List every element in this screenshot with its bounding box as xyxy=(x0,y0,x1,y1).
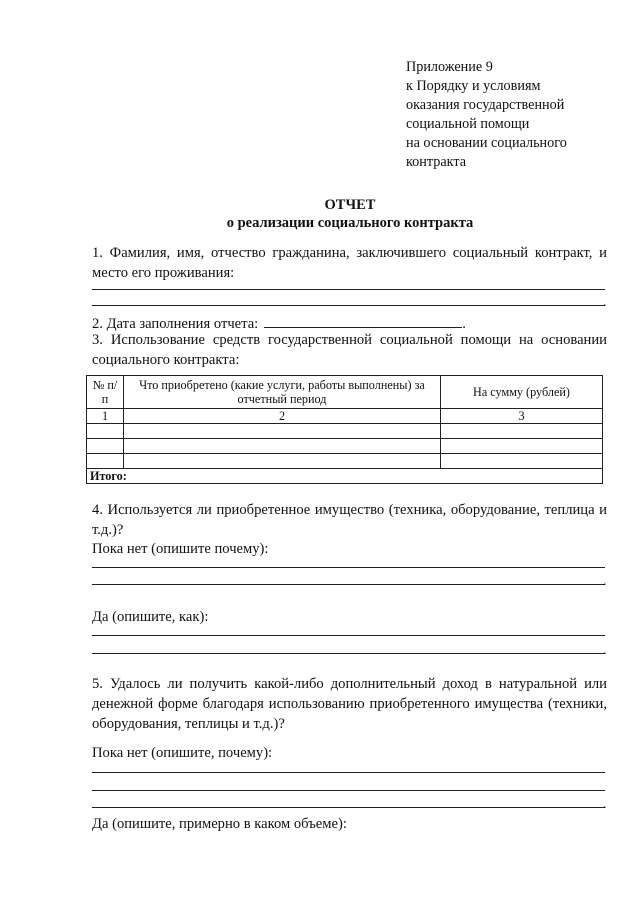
header-number: № п/п xyxy=(87,376,124,409)
table-cell[interactable] xyxy=(124,424,441,439)
table-cell[interactable] xyxy=(124,439,441,454)
section-5-no-label: Пока нет (опишите, почему): xyxy=(92,745,273,761)
appendix-line: к Порядку и условиям xyxy=(406,78,541,94)
table-row[interactable] xyxy=(87,439,603,454)
table-cell[interactable] xyxy=(441,454,603,469)
table-total-row xyxy=(87,469,603,484)
section-3-question: 3. Использование средств государственной социальной помощи на основании социального контракта: xyxy=(92,332,607,368)
header-purchased: Что приобретено (какие услуги, работы выполнены) за отчетный период xyxy=(124,376,441,409)
header-sum: На сумму (рублей) xyxy=(441,376,603,409)
period-mark: . xyxy=(603,797,607,812)
period-mark: . xyxy=(603,295,607,310)
section-4-no-label: Пока нет (опишите почему): xyxy=(92,541,269,557)
appendix-line: Приложение 9 xyxy=(406,59,493,75)
total-label: Итого: xyxy=(87,469,603,484)
fill-line[interactable] xyxy=(92,289,605,290)
table-row[interactable] xyxy=(87,424,603,439)
table-cell[interactable] xyxy=(87,439,124,454)
table-index-row xyxy=(87,409,603,424)
table-row[interactable] xyxy=(87,454,603,469)
table-cell[interactable] xyxy=(124,454,441,469)
document-subtitle: о реализации социального контракта xyxy=(226,215,474,231)
table-cell[interactable] xyxy=(87,424,124,439)
table-cell: 2 xyxy=(124,409,441,424)
section-5-question: 5. Удалось ли получить какой-либо дополнительный доход в натуральной или денежной форме благодаря использованию приобретенного имущества (техники, оборудования, теплицы и т.д.)? xyxy=(92,676,607,732)
fill-line[interactable] xyxy=(92,584,605,585)
fill-line[interactable] xyxy=(92,305,605,306)
table-cell[interactable] xyxy=(441,439,603,454)
table-cell: 1 xyxy=(87,409,124,424)
table-cell[interactable] xyxy=(87,454,124,469)
fill-line[interactable] xyxy=(92,772,605,773)
fill-line[interactable] xyxy=(92,653,605,654)
expenses-table xyxy=(86,375,603,484)
fill-line[interactable] xyxy=(92,790,605,791)
appendix-line: социальной помощи xyxy=(406,116,530,132)
table-cell[interactable] xyxy=(441,424,603,439)
date-fill-line[interactable] xyxy=(264,326,462,328)
fill-line[interactable] xyxy=(92,635,605,636)
section-4-question: 4. Используется ли приобретенное имущество (техника, оборудование, теплица и т.д.)? xyxy=(92,502,607,538)
section-5-yes-label: Да (опишите, примерно в каком объеме): xyxy=(92,816,347,832)
appendix-line: на основании социального xyxy=(406,135,567,151)
section-1-question: 1. Фамилия, имя, отчество гражданина, заключившего социальный контракт, и место его проживания: xyxy=(92,245,607,281)
table-header-row xyxy=(87,376,603,409)
fill-line[interactable] xyxy=(92,807,605,808)
section-4-yes-label: Да (опишите, как): xyxy=(92,609,209,625)
appendix-line: контракта xyxy=(406,154,466,170)
appendix-line: оказания государственной xyxy=(406,97,565,113)
period-mark: . xyxy=(462,316,466,332)
document-title: ОТЧЕТ xyxy=(324,197,376,213)
fill-line[interactable] xyxy=(92,567,605,568)
appendix-reference xyxy=(406,58,567,172)
section-2-label: 2. Дата заполнения отчета: xyxy=(92,316,259,332)
period-mark: . xyxy=(603,643,607,658)
table-cell: 3 xyxy=(441,409,603,424)
period-mark: . xyxy=(603,574,607,589)
